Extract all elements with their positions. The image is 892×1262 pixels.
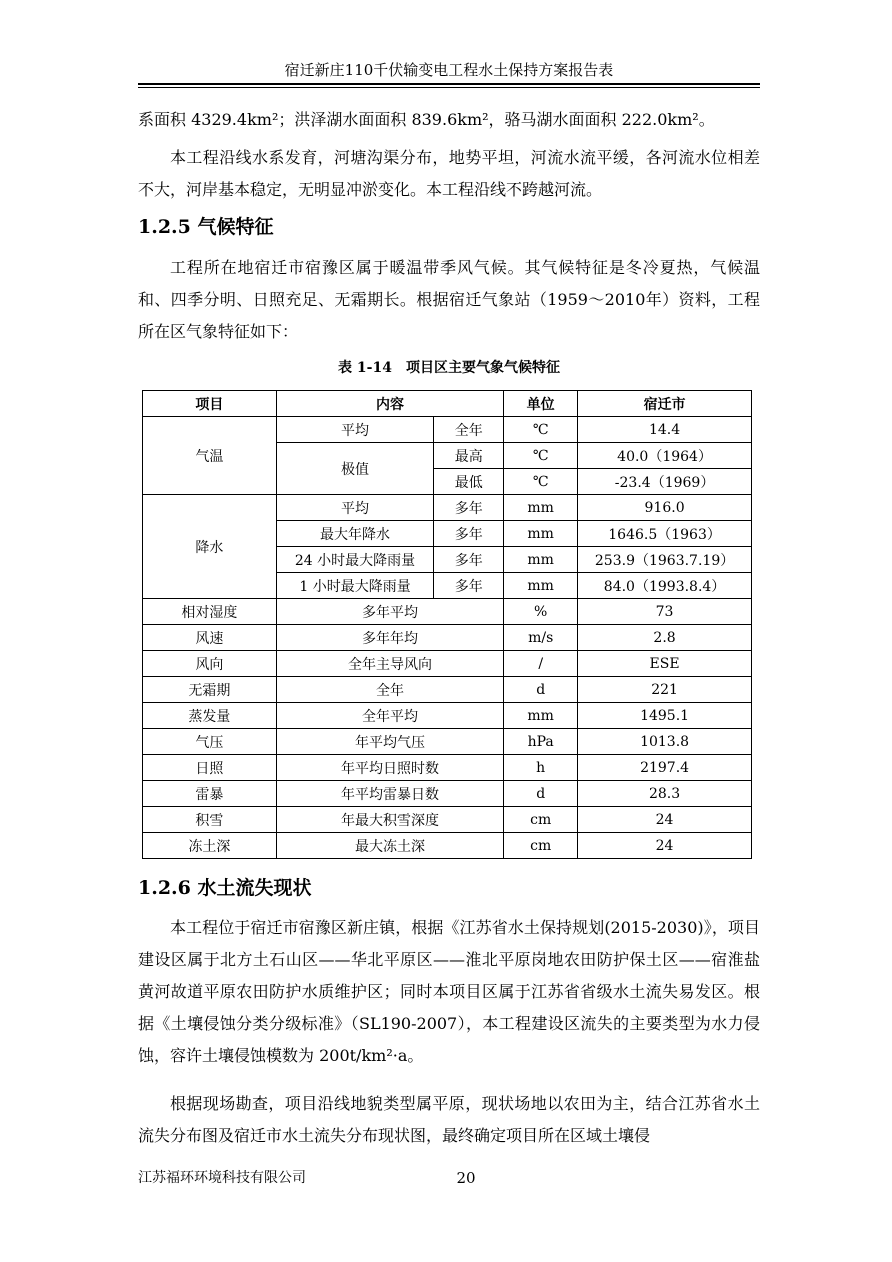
table-caption: 表 1-14 项目区主要气象气候特征 (338, 360, 560, 376)
header-rule-thin (138, 87, 760, 88)
row-item: 相对湿度 (143, 599, 277, 625)
row-content: 多年年均 (276, 625, 504, 651)
precip-unit: mm (504, 495, 578, 521)
row-value: ESE (578, 651, 752, 677)
table-row (143, 807, 752, 833)
precip-unit: mm (504, 521, 578, 547)
row-unit: d (504, 781, 578, 807)
precip-item: 平均 (276, 495, 434, 521)
paragraph-soil-erosion: 本工程位于宿迁市宿豫区新庄镇，根据《江苏省水土保持规划(2015-2030)》，项目建设区属于北方土石山区——华北平原区——淮北平原岗地农田防护保土区——宿淮盐黄河故道平原农田防护水质维护区；同时本项目区属于江苏省省级水土流失易发区。根据《土壤侵蚀分类分级标准》（SL190-2007），本工程建设区流失的主要类型为水力侵蚀，容许土壤侵蚀模数为 200t/km²·a。 (138, 918, 760, 1065)
temp-min-unit: ℃ (504, 469, 578, 495)
temp-avg-sub: 全年 (434, 417, 504, 443)
section-heading-climate: 1.2.5 气候特征 (138, 216, 274, 238)
table-row (143, 729, 752, 755)
row-content: 年平均气压 (276, 729, 504, 755)
temp-min-value: -23.4（1969） (578, 469, 752, 495)
precip-sub: 多年 (434, 521, 504, 547)
table-row (143, 755, 752, 781)
precip-value: 1646.5（1963） (578, 521, 752, 547)
row-content: 全年主导风向 (276, 651, 504, 677)
precip-item: 最大年降水 (276, 521, 434, 547)
row-value: 2.8 (578, 625, 752, 651)
row-value: 221 (578, 677, 752, 703)
page-number: 20 (456, 1169, 476, 1187)
table-row (143, 495, 752, 521)
temp-avg-unit: ℃ (504, 417, 578, 443)
row-content: 全年平均 (276, 703, 504, 729)
row-item: 日照 (143, 755, 277, 781)
row-value: 1495.1 (578, 703, 752, 729)
climate-table (142, 390, 752, 859)
header-city: 宿迁市 (578, 391, 752, 417)
precip-value: 84.0（1993.8.4） (578, 573, 752, 599)
row-unit: h (504, 755, 578, 781)
header-unit: 单位 (504, 391, 578, 417)
row-item: 积雪 (143, 807, 277, 833)
row-value: 1013.8 (578, 729, 752, 755)
row-item: 无霜期 (143, 677, 277, 703)
row-item: 风向 (143, 651, 277, 677)
temp-extreme: 极值 (276, 443, 434, 495)
paragraph-site-survey: 根据现场勘查，项目沿线地貌类型属平原，现状场地以农田为主，结合江苏省水土流失分布图及宿迁市水土流失分布现状图，最终确定项目所在区域土壤侵 (138, 1094, 760, 1145)
precip-unit: mm (504, 573, 578, 599)
precip-unit: mm (504, 547, 578, 573)
temp-max-value: 40.0（1964） (578, 443, 752, 469)
temp-avg: 平均 (276, 417, 434, 443)
row-value: 24 (578, 833, 752, 859)
precip-sub: 多年 (434, 547, 504, 573)
precip-value: 253.9（1963.7.19） (578, 547, 752, 573)
precip-item: 24 小时最大降雨量 (276, 547, 434, 573)
row-item: 雷暴 (143, 781, 277, 807)
row-value: 73 (578, 599, 752, 625)
running-header: 宿迁新庄110千伏输变电工程水土保持方案报告表 (284, 61, 614, 79)
row-unit: hPa (504, 729, 578, 755)
table-row (143, 625, 752, 651)
table-row (143, 703, 752, 729)
row-value: 24 (578, 807, 752, 833)
header-rule (138, 83, 760, 85)
paragraph-water-system: 本工程沿线水系发育，河塘沟渠分布，地势平坦，河流水流平缓，各河流水位相差不大，河岸基本稳定，无明显冲淤变化。本工程沿线不跨越河流。 (138, 148, 760, 199)
row-item: 风速 (143, 625, 277, 651)
table-row (143, 677, 752, 703)
table-header-row (143, 391, 752, 417)
header-content: 内容 (276, 391, 504, 417)
paragraph-climate: 工程所在地宿迁市宿豫区属于暖温带季风气候。其气候特征是冬冷夏热，气候温和、四季分明、日照充足、无霜期长。根据宿迁气象站（1959～2010年）资料，工程所在区气象特征如下： (138, 258, 760, 341)
precip-label: 降水 (143, 495, 277, 599)
temp-min: 最低 (434, 469, 504, 495)
row-content: 年最大积雪深度 (276, 807, 504, 833)
row-item: 蒸发量 (143, 703, 277, 729)
row-item: 气压 (143, 729, 277, 755)
row-content: 最大冻土深 (276, 833, 504, 859)
temp-avg-value: 14.4 (578, 417, 752, 443)
row-unit: cm (504, 807, 578, 833)
row-unit: mm (504, 703, 578, 729)
temp-max-unit: ℃ (504, 443, 578, 469)
precip-item: 1 小时最大降雨量 (276, 573, 434, 599)
precip-sub: 多年 (434, 495, 504, 521)
table-row (143, 599, 752, 625)
row-unit: / (504, 651, 578, 677)
row-content: 全年 (276, 677, 504, 703)
row-unit: cm (504, 833, 578, 859)
row-value: 28.3 (578, 781, 752, 807)
row-unit: m/s (504, 625, 578, 651)
row-value: 2197.4 (578, 755, 752, 781)
precip-value: 916.0 (578, 495, 752, 521)
footer-company: 江苏福环环境科技有限公司 (138, 1170, 306, 1186)
header-item: 项目 (143, 391, 277, 417)
row-content: 年平均雷暴日数 (276, 781, 504, 807)
table-row (143, 833, 752, 859)
row-item: 冻土深 (143, 833, 277, 859)
table-row (143, 417, 752, 443)
row-unit: d (504, 677, 578, 703)
temp-max: 最高 (434, 443, 504, 469)
temp-label: 气温 (143, 417, 277, 495)
paragraph-lake-area: 系面积 4329.4km²；洪泽湖水面面积 839.6km²，骆马湖水面面积 222.0km²。 (138, 110, 715, 129)
row-content: 年平均日照时数 (276, 755, 504, 781)
row-unit: % (504, 599, 578, 625)
section-heading-soil-erosion: 1.2.6 水土流失现状 (138, 877, 312, 899)
table-row (143, 781, 752, 807)
table-row (143, 651, 752, 677)
row-content: 多年平均 (276, 599, 504, 625)
precip-sub: 多年 (434, 573, 504, 599)
